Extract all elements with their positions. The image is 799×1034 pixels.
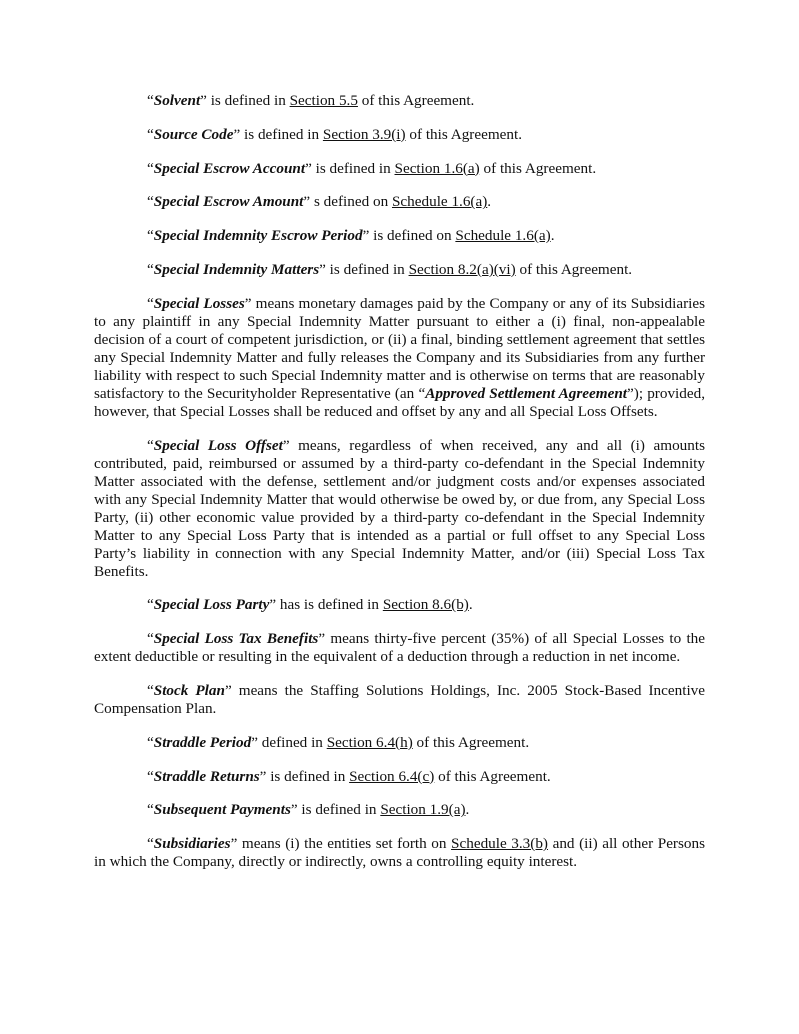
definition-text: ” is defined in: [259, 767, 350, 785]
section-reference: Section 1.6(a): [394, 159, 480, 177]
definition-text: ” s defined on: [303, 193, 392, 211]
definition-text: “: [147, 733, 154, 751]
definition-special-loss-offset: [94, 437, 705, 581]
definition-text: ” means monetary damages paid by the Company or any of its Subsidiaries to any plaintiff in any Special Indemnity Matter pursuant to either a (i) final, non-appealable decision of a court of competent jurisdiction, or (ii) a final, binding settlement agreement that settles any Special Indemnity Matter and fully releases the Company and its Subsidiaries from any further liability with respect to such Special Indemnity matter and is otherwise on terms that are reasonably satisfactory to the Securityholder Representative (an “: [94, 294, 705, 402]
definition-text: of this Agreement.: [515, 260, 633, 278]
definition-text: ” is defined on: [362, 227, 456, 245]
definition-special-escrow-amount: [94, 193, 705, 211]
defined-term: Approved Settlement Agreement: [425, 384, 628, 402]
section-reference: Section 8.6(b): [382, 596, 469, 614]
defined-term: Special Loss Party: [153, 596, 270, 614]
section-reference: Section 6.4(c): [349, 767, 435, 785]
definition-text: “: [147, 630, 154, 648]
definition-text: ” is defined in: [319, 260, 409, 278]
defined-term: Solvent: [153, 92, 201, 109]
definition-special-indemnity-escrow-period: [94, 227, 705, 245]
definition-text: ” means thirty-five percent (35%) of all Special Losses to the extent deductible or resulting in the equivalent of a deduction through a reduction in net income.: [94, 630, 705, 666]
definition-subsidiaries: [94, 835, 705, 871]
definition-special-indemnity-matters: [94, 261, 705, 279]
definition-subsequent-payments: [94, 801, 705, 819]
definition-text: “: [147, 260, 154, 278]
definition-text: of this Agreement.: [479, 159, 597, 177]
definition-text: .: [487, 193, 492, 211]
definition-special-loss-tax-benefits: [94, 630, 705, 666]
defined-term: Special Indemnity Escrow Period: [153, 227, 363, 245]
definition-text: “: [147, 227, 154, 245]
defined-term: Stock Plan: [153, 681, 225, 699]
definition-text: “: [147, 767, 154, 785]
defined-term: Straddle Period: [153, 733, 252, 751]
definition-text: “: [147, 835, 154, 853]
definition-text: “: [147, 801, 154, 819]
definition-text: ” is defined in: [290, 801, 381, 819]
section-reference: Schedule 1.6(a): [391, 193, 488, 211]
section-reference: Section 3.9(i): [322, 125, 406, 143]
definition-text: ” is defined in: [233, 125, 323, 143]
section-reference: Schedule 3.3(b): [451, 835, 548, 853]
definition-text: “: [147, 92, 154, 109]
section-reference: Section 5.5: [289, 92, 358, 109]
definition-text: “: [147, 125, 154, 143]
defined-term: Special Indemnity Matters: [153, 260, 320, 278]
definition-text: “: [147, 681, 154, 699]
definition-special-loss-party: [94, 596, 705, 614]
definition-text: of this Agreement.: [357, 92, 475, 109]
definition-straddle-period: [94, 734, 705, 752]
section-reference: Schedule 1.6(a): [455, 227, 551, 245]
defined-term: Special Escrow Account: [153, 159, 306, 177]
definition-text: .: [465, 801, 470, 819]
definition-special-escrow-account: [94, 160, 705, 178]
definition-text: “: [147, 596, 154, 614]
section-reference: Section 6.4(h): [326, 733, 413, 751]
definition-text: ” is defined in: [200, 92, 290, 109]
definition-solvent: [94, 92, 705, 110]
defined-term: Subsequent Payments: [153, 801, 291, 819]
definition-special-losses: [94, 295, 705, 421]
definition-stock-plan: [94, 682, 705, 718]
definition-text: .: [468, 596, 473, 614]
defined-term: Special Losses: [153, 294, 245, 312]
definitions-list: [94, 92, 705, 887]
definition-text: of this Agreement.: [412, 733, 530, 751]
defined-term: Special Loss Tax Benefits: [153, 630, 319, 648]
defined-term: Special Escrow Amount: [153, 193, 304, 211]
definition-text: ” means (i) the entities set forth on: [230, 835, 452, 853]
definition-text: “: [147, 159, 154, 177]
definition-text: .: [550, 227, 555, 245]
definition-text: “: [147, 436, 154, 454]
definition-text: and (ii) all other Persons in which the Company, directly or indirectly, owns a controlling equity interest.: [94, 835, 706, 871]
definition-source-code: [94, 126, 705, 144]
definition-text: ” defined in: [251, 733, 327, 751]
definition-straddle-returns: [94, 768, 705, 786]
definition-text: of this Agreement.: [434, 767, 551, 785]
definition-text: ” means, regardless of when received, any and all (i) amounts contributed, paid, reimbursed or assumed by a third-party co-defendant in the Special Indemnity Matter associated with the defense, settlement and/or judgment costs and/or expenses associated with any Special Indemnity Matter that would otherwise be owed by, or due from, any Special Loss Party, (ii) other economic value provided by a third-party co-defendant in the Special Indemnity Matter to any Special Loss Party that is intended as a partial or full offset to any Special Loss Party’s liability in connection with any Special Indemnity Matter, and/or (iii) Special Loss Tax Benefits.: [94, 436, 705, 580]
definition-text: ”); provided, however, that Special Losses shall be reduced and offset by any and all Special Loss Offsets.: [94, 384, 705, 420]
defined-term: Subsidiaries: [153, 835, 231, 853]
definition-text: of this Agreement.: [405, 125, 522, 143]
section-reference: Section 8.2(a)(vi): [408, 260, 516, 278]
definition-text: ” has is defined in: [269, 596, 383, 614]
definition-text: “: [147, 193, 154, 211]
section-reference: Section 1.9(a): [380, 801, 466, 819]
definition-text: ” is defined in: [305, 159, 395, 177]
defined-term: Source Code: [153, 125, 234, 143]
defined-term: Straddle Returns: [153, 767, 260, 785]
definition-text: ” means the Staffing Solutions Holdings, Inc. 2005 Stock-Based Incentive Compensation Plan.: [94, 681, 705, 717]
defined-term: Special Loss Offset: [153, 436, 283, 454]
definition-text: “: [147, 294, 154, 312]
